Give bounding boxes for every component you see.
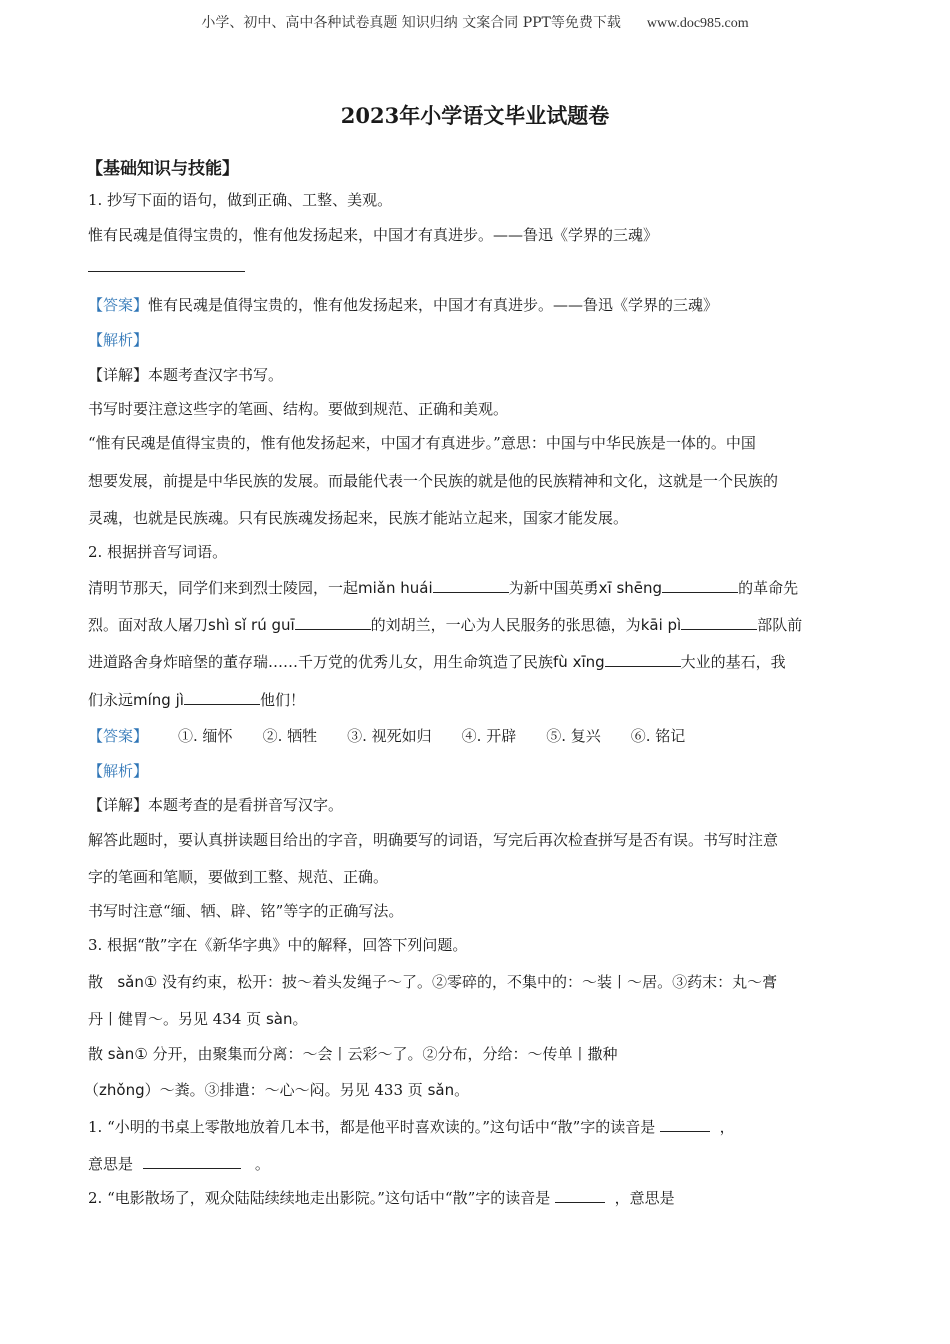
entry-text: ① 分开，由聚集而分离：～会丨云彩～了。②分布，分给：～传单丨撒种	[134, 1045, 618, 1063]
entry-text: （	[84, 1081, 100, 1099]
entry-char: 散	[88, 1045, 104, 1063]
q1-answer	[88, 295, 718, 315]
dictionary-entry-2	[88, 1044, 618, 1064]
entry-text: ① 没有约束，松开：披～着头发绳子～了。②零碎的，不集中的：～装丨～居。③药末：丸～膏	[143, 973, 778, 991]
answer-item: ⑤. 复兴	[546, 727, 601, 745]
answer-item: ⑥. 铭记	[630, 727, 686, 745]
q1-explanation-4: 灵魂，也就是民族魂。只有民族魂发扬起来，民族才能站立起来，国家才能发展。	[88, 509, 629, 527]
pinyin: fù xīng	[553, 653, 605, 671]
q2-text: 部队前	[757, 616, 803, 634]
pinyin: sǎn	[427, 1081, 455, 1099]
q1-answer-text: 惟有民魂是值得宝贵的，惟有他发扬起来，中国才有真进步。——鲁迅《学界的三魂》	[148, 296, 719, 314]
pinyin: miǎn huái	[358, 579, 433, 597]
q1-explanation-3: 想要发展，前提是中华民族的发展。而最能代表一个民族的就是他的民族精神和文化，这就是一个民族的	[88, 472, 779, 490]
q1-quote: 惟有民魂是值得宝贵的，惟有他发扬起来，中国才有真进步。——鲁迅《学界的三魂》	[88, 226, 659, 244]
pinyin: zhǒng	[99, 1081, 145, 1099]
q2-passage-line-3	[88, 652, 786, 672]
q1-detail-text: 本题考查汉字书写。	[148, 366, 284, 384]
dictionary-entry-1-cont	[88, 1009, 307, 1029]
q2-text: 进道路舍身炸暗堡的董存瑞……千万党的优秀儿女，用生命筑造了民族	[88, 653, 554, 671]
pinyin: kāi pì	[640, 616, 682, 634]
sub-question-text: 意思是	[88, 1155, 134, 1173]
pinyin: sàn	[265, 1010, 293, 1028]
detail-label: 【详解】	[88, 366, 149, 384]
sub-question-text: 2. “电影散场了，观众陆陆续续地走出影院。”这句话中“散”字的读音是	[88, 1189, 551, 1207]
q2-text: 他们！	[259, 691, 305, 709]
q1-explanation-1: 书写时要注意这些字的笔画、结构。要做到规范、正确和美观。	[88, 400, 509, 418]
q2-prompt: 2. 根据拼音写词语。	[88, 543, 228, 561]
section-heading: 【基础知识与技能】	[86, 159, 239, 179]
pinyin: shì sǐ rú guī	[208, 616, 295, 634]
answer-item: ④. 开辟	[461, 727, 517, 745]
q2-passage-line-1	[88, 578, 798, 598]
q2-passage-line-4	[88, 690, 305, 710]
q3-sub-2	[88, 1188, 675, 1208]
header-text: 小学、初中、高中各种试卷真题 知识归纳 文案合同 PPT等免费下载	[201, 15, 621, 31]
fill-blank[interactable]	[660, 1117, 710, 1132]
q3-sub-1	[88, 1117, 735, 1137]
q2-analysis-label: 【解析】	[88, 762, 149, 780]
page-title: 2023年小学语文毕业试题卷	[340, 103, 610, 128]
fill-blank[interactable]	[605, 652, 681, 667]
q2-passage-line-2	[88, 615, 802, 635]
entry-text: ）～粪。③排遣：～心～闷。另见 433 页	[144, 1081, 423, 1099]
q2-explanation-3: 书写时注意“缅、牺、辟、铭”等字的正确写法。	[88, 902, 404, 920]
q2-detail	[88, 795, 343, 815]
sub-question-text: 1. “小明的书桌上零散地放着几本书，都是他平时喜欢读的。”这句话中“散”字的读音是	[88, 1118, 656, 1136]
q2-text: 烈。面对敌人屠刀	[88, 616, 209, 634]
header-url[interactable]: www.doc985.com	[646, 16, 749, 31]
fill-blank[interactable]	[433, 578, 509, 593]
fill-blank[interactable]	[662, 578, 738, 593]
answer-item: ①. 缅怀	[178, 727, 233, 745]
q1-prompt: 1. 抄写下面的语句，做到正确、工整、美观。	[88, 191, 393, 209]
q1-explanation-2: “惟有民魂是值得宝贵的，惟有他发扬起来，中国才有真进步。”意思：中国与中华民族是一体的。中国	[88, 434, 756, 452]
pinyin: míng jì	[133, 691, 184, 709]
answer-item: ③. 视死如归	[347, 727, 432, 745]
pinyin: sǎn	[117, 973, 144, 991]
q2-explanation-2: 字的笔画和笔顺，要做到工整、规范、正确。	[88, 868, 389, 886]
q2-text: 的革命先	[738, 579, 799, 597]
answer-label: 【答案】	[88, 296, 149, 314]
dictionary-entry-1	[88, 972, 777, 992]
q1-detail	[88, 365, 283, 385]
answer-item: ②. 牺牲	[262, 727, 318, 745]
entry-text: 。	[454, 1081, 470, 1099]
q3-prompt: 3. 根据“散”字在《新华字典》中的解释，回答下列问题。	[88, 936, 468, 954]
q2-text: 们永远	[88, 691, 134, 709]
q1-analysis-label: 【解析】	[88, 331, 149, 349]
fill-blank[interactable]	[184, 690, 260, 705]
q2-explanation-1: 解答此题时，要认真拼读题目给出的字音，明确要写的词语，写完后再次检查拼写是否有误。书写时注意	[88, 831, 779, 849]
q1-answer-blank[interactable]	[88, 257, 245, 277]
page-header	[0, 12, 950, 32]
pinyin: sàn	[107, 1045, 135, 1063]
q2-detail-text: 本题考查的是看拼音写汉字。	[148, 796, 344, 814]
q2-text: 大业的基石，我	[680, 653, 786, 671]
sub-question-text: 。	[254, 1155, 270, 1173]
q2-text: 为新中国英勇	[508, 579, 599, 597]
fill-blank[interactable]	[681, 615, 757, 630]
detail-label: 【详解】	[88, 796, 149, 814]
answer-label: 【答案】	[88, 727, 149, 745]
entry-text: 丹丨健胃～。另见 434 页	[88, 1010, 262, 1028]
q2-text: 的刘胡兰，一心为人民服务的张思德，为	[370, 616, 641, 634]
sub-question-text: ，意思是	[614, 1189, 675, 1207]
entry-char: 散	[88, 973, 104, 991]
entry-text: 。	[292, 1010, 308, 1028]
dictionary-entry-2-cont	[84, 1080, 469, 1100]
q2-text: 清明节那天，同学们来到烈士陵园，一起	[88, 579, 359, 597]
q2-answer	[88, 726, 715, 746]
fill-blank[interactable]	[295, 615, 371, 630]
fill-blank[interactable]	[143, 1154, 241, 1169]
q3-sub-1-cont	[88, 1154, 270, 1174]
fill-blank[interactable]	[555, 1188, 605, 1203]
pinyin: xī shēng	[598, 579, 663, 597]
sub-question-text: ，	[719, 1118, 735, 1136]
